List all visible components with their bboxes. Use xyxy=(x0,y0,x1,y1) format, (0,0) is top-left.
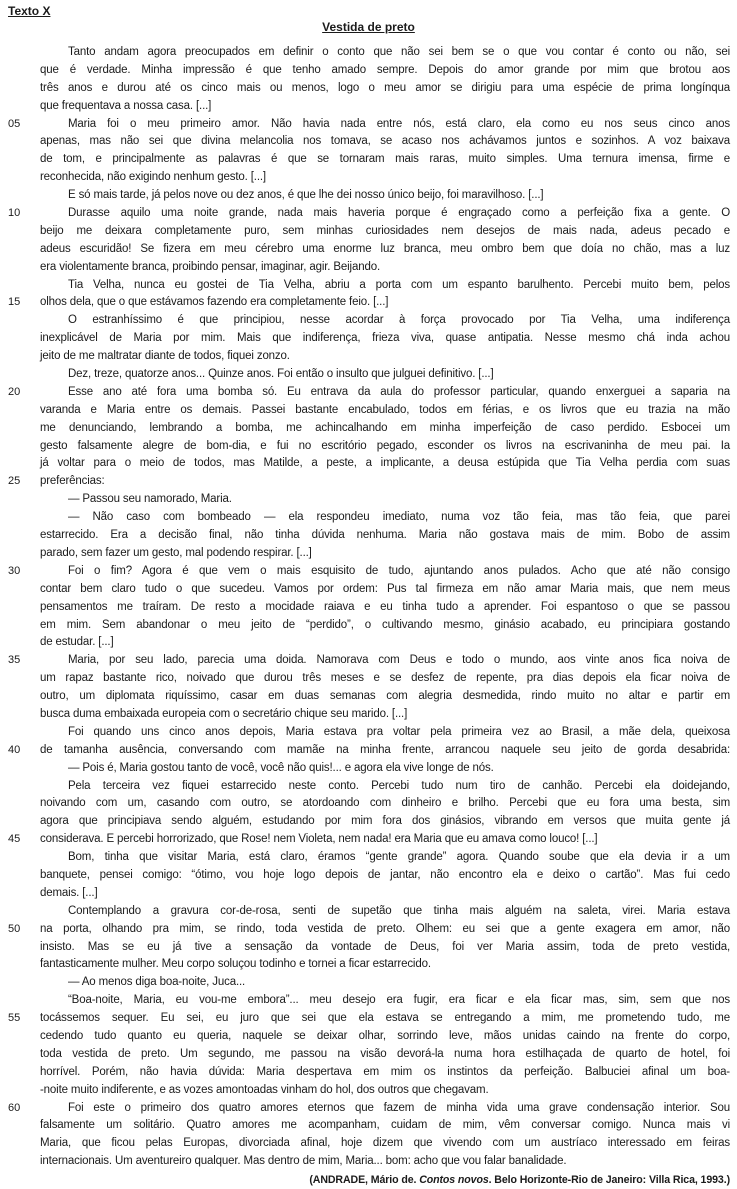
text-line: que é verdade. Minha impressão é que tenho amado sempre. Depois do amor grande por mim que brotou aos xyxy=(40,63,730,76)
text-line: 40 de tamanha ausência, conversando com mamãe na minha frente, arrancou naquele seu jeito de gorda desabrida: xyxy=(40,742,730,760)
text-line: era violentamente branca, proibindo pensar, imaginar, agir. Beijando. xyxy=(40,260,380,273)
text-line: outro, um diplomata riquíssimo, casar em duas semanas com alegria desmedida, rindo muito no altar e partir em xyxy=(40,690,730,703)
line-number: 10 xyxy=(8,207,21,220)
text-label: Texto X xyxy=(8,4,51,18)
text-line: — Pois é, Maria gostou tanto de você, você não quis!... e agora ela vive longe de nós. xyxy=(68,761,494,774)
text-line: estarrecido. Era a decisão final, não tinha dúvida nenhuma. Maria não gostava mais de mim. Bobo de assim xyxy=(40,529,730,542)
text-line: contar bem claro tudo o que sucedeu. Vamos por ordem: Pus tal firmeza em não amar Maria mais, que nem meus xyxy=(40,582,730,595)
text-line: gesto falsamente alegre de bom-dia, e fui no escritório pegado, esconder os livros na escrivaninha de meu pai. Ia xyxy=(40,439,730,452)
text-line: Dez, treze, quatorze anos... Quinze anos. Foi então o insulto que julguei definitivo. [...] xyxy=(68,368,494,381)
text-line: banquete, pensei comigo: “ótimo, vou hoje logo depois de jantar, não encontro ela e deixo o cartão”. Mas fui cedo xyxy=(40,868,730,881)
text-line: Bom, tinha que visitar Maria, está claro, éramos “gente grande” agora. Quando soube que ela devia ir a um xyxy=(68,851,730,864)
page-title-text: Vestida de preto xyxy=(322,20,415,34)
text-line: pensamentos me traíram. De resto a mocidade raiava e eu tinha tudo a aprender. Foi espantoso o que se passou xyxy=(40,600,730,613)
text-line: 45 considerava. E percebi horrorizado, que Rose! nem Violeta, nem nada! era Maria que eu amava como louco! [...] xyxy=(40,831,730,849)
text-line: E só mais tarde, já pelos nove ou dez anos, é que lhe dei nosso único beijo, foi maravilhoso. [...] xyxy=(68,189,544,202)
text-line: 60 Foi este o primeiro dos quatro amores eternos que fazem de minha vida uma grave condensação interior. Sou xyxy=(40,1100,730,1118)
text-line: — Passou seu namorado, Maria. xyxy=(68,493,232,506)
text-line: “Boa-noite, Maria, eu vou-me embora”... meu desejo era fugir, era ficar e ela ficar mas, sim, sem que nos xyxy=(68,994,730,1007)
text-line: 05 Maria foi o meu primeiro amor. Não havia nada entre nós, está claro, ela como eu nos seus cinco anos xyxy=(40,116,730,134)
text-line: Pela terceira vez fiquei estarrecido neste conto. Percebi tudo num tiro de canhão. Percebi ela doidejando, xyxy=(68,779,730,792)
text-line: varanda e Maria entre os demais. Passei bastante encabulado, todos em férias, e os livros que eu trazia na mão xyxy=(40,403,730,416)
text-line: apenas, mas não sei que divina melancolia nos tomava, se acaso nos achávamos juntos e sozinhos. A voz baixava xyxy=(40,135,730,148)
page-title xyxy=(0,20,737,34)
text-line: agora que principiava sendo alguém, estudando por mim fora dos ginásios, vibrando em versos que muita gente já xyxy=(40,815,730,828)
text-line: beijo me deixara completamente puro, sem minhas curiosidades nem desejos de mais nada, adeus pecado e xyxy=(40,224,730,237)
line-number: 60 xyxy=(8,1101,21,1114)
text-line: O estranhíssimo é que principiou, nesse acordar à força provocado por Tia Velha, uma indiferença xyxy=(68,314,730,327)
line-number: 15 xyxy=(8,296,21,309)
text-line: fantasticamente mulher. Meu corpo soluçou todinho e tornei a ficar estarrecido. xyxy=(40,958,431,971)
text-line: me denunciando, lembrando a bomba, me achincalhando em minha imperfeição de caso perdido. Esbocei um xyxy=(40,421,730,434)
line-number: 45 xyxy=(8,833,21,846)
text-line: 25 preferências: xyxy=(40,473,730,491)
text-line: Foi quando uns cinco anos depois, Maria estava pra voltar pela primeira vez ao Brasil, a mãe dela, queixosa xyxy=(68,725,730,738)
text-line: que frequentava a nossa casa. [...] xyxy=(40,99,212,112)
line-number: 50 xyxy=(8,922,21,935)
line-number: 05 xyxy=(8,117,21,130)
text-line: 15 olhos dela, que o que estávamos fazendo era completamente feio. [...] xyxy=(40,294,730,312)
text-line: parado, sem fazer um gesto, mal podendo respirar. [...] xyxy=(40,546,312,559)
citation-pre: (ANDRADE, Mário de. xyxy=(309,1174,420,1187)
text-line: — Não caso com bombeado — ela respondeu imediato, numa voz tão feia, mas tão feia, que parei xyxy=(68,511,730,524)
text-line: internacionais. Um aventureiro qualquer. Mas dentro de mim, Maria... bom: acho que vou falar banalidade. xyxy=(40,1155,567,1168)
line-number: 25 xyxy=(8,475,21,488)
text-line: inexplicável de Maria por mim. Mais que indiferença, frieza viva, quase antipatia. Nesse mesmo chá inda achou xyxy=(40,332,730,345)
line-number: 40 xyxy=(8,743,21,756)
text-line: 10 Durasse aquilo uma noite grande, nada mais haveria porque é engraçado como a perfeição fixa a gente. O xyxy=(40,205,730,223)
line-number: 20 xyxy=(8,385,21,398)
text-line: -noite muito indiferente, e as vozes amontoadas vinham do hol, dos outros que chegavam. xyxy=(40,1083,489,1096)
text-line: Tia Velha, nunca eu gostei de Tia Velha, abriu a porta com um espanto barulhento. Percebi muito bem, pelos xyxy=(68,278,730,291)
text-line: 50 na porta, olhando pra mim, se rindo, toda vestida de preto. Olhem: eu sei que a gente exagera em amor, não xyxy=(40,921,730,939)
citation-book-title: Contos novos xyxy=(419,1174,489,1187)
text-lines xyxy=(8,44,730,1171)
text-line: busca duma embaixada europeia com o secretário chique seu marido. [...] xyxy=(40,707,408,720)
citation-post: . Belo Horizonte-Rio de Janeiro: Villa Rica, 1993.) xyxy=(488,1174,730,1187)
text-line: demais. [...] xyxy=(40,886,98,899)
text-line: — Ao menos diga boa-noite, Juca... xyxy=(68,976,246,989)
text-line: horrível. Porém, não havia dúvida: Maria despertava em mim os instintos da perfeição. Balbuciei afinal um boa- xyxy=(40,1065,730,1078)
text-block xyxy=(8,44,730,1189)
text-line: 30 Foi o fim? Agora é que vem o mais esquisito de tudo, ajuntando anos pulados. Acho que até não consigo xyxy=(40,563,730,581)
line-number: 35 xyxy=(8,654,21,667)
line-number: 55 xyxy=(8,1012,21,1025)
text-line: Maria, que ficou pelas Europas, divorciada afinal, hoje dizem que vivendo com um austríaco interessado em feiras xyxy=(40,1137,730,1150)
text-line: cedendo tudo quanto eu queria, naquele se deixar olhar, sorrindo leve, mãos unidas caindo na frente do corpo, xyxy=(40,1029,730,1042)
text-line: noivando com um, casando com outro, se atordoando com dinheiro e brilho. Percebi que eu fora uma besta, sim xyxy=(40,797,730,810)
text-line: 35 Maria, por seu lado, parecia uma doida. Namorava com Deus e todo o mundo, aos vinte anos fica noiva de xyxy=(40,652,730,670)
text-line: 55 tocássemos sequer. Eu sei, eu juro que sei que ela estava se entregando a mim, me prometendo tudo, me xyxy=(40,1010,730,1028)
text-line: de tom, e principalmente as palavras é que se tornaram mais raras, muito simples. Uma ternura imensa, firme e xyxy=(40,153,730,166)
text-line: insisto. Mas se eu já tive a sensação da vontade de Deus, foi ver Maria assim, toda de preto vestida, xyxy=(40,940,730,953)
text-line: falsamente um solitário. Quatro amores me acompanham, cuidam de mim, vêm conversar comigo. Nunca mais vi xyxy=(40,1119,730,1132)
text-line: em mim. Sem abandonar o meu jeito de “perdido”, o cultivando mesmo, ginásio acabado, eu principiara gostando xyxy=(40,618,730,631)
text-line: já voltar para o meio de todos, mas Matilde, a peste, a implicante, a deusa estúpida que Tia Velha perdia com suas xyxy=(40,457,730,470)
text-line: de estudar. [...] xyxy=(40,636,114,649)
text-line: toda vestida de preto. Um segundo, me passou na visão devorá-la numa hora estilhaçada de quarto de hotel, foi xyxy=(40,1047,730,1060)
text-line: Contemplando a gravura cor-de-rosa, senti de supetão que tinha mais alguém na saleta, virei. Maria estava xyxy=(68,904,730,917)
text-line: três anos e durou até os cinco mais ou menos, logo o meu amor se dirigiu para uma espécie de prima longínqua xyxy=(40,81,730,94)
citation xyxy=(40,1172,730,1189)
text-line: um rapaz bastante rico, noivado que durou três meses e se desfez de repente, pra dias depois ela ficar noiva de xyxy=(40,672,730,685)
line-number: 30 xyxy=(8,564,21,577)
text-line: adeus escuridão! Se fizera em meu cérebro uma enorme luz branca, meu ombro bem que doía no chão, mas a luz xyxy=(40,242,730,255)
text-line: jeito de me maltratar diante de todos, fiquei zonzo. xyxy=(40,350,290,363)
text-line: reconhecida, não exigindo nenhum gesto. [...] xyxy=(40,171,266,184)
text-line: 20 Esse ano até fora uma bomba só. Eu entrava da aula do professor particular, quando enxerguei a saparia na xyxy=(40,384,730,402)
text-line: Tanto andam agora preocupados em definir o conto que não sei bem se o que vou contar é conto ou não, sei xyxy=(68,46,730,58)
